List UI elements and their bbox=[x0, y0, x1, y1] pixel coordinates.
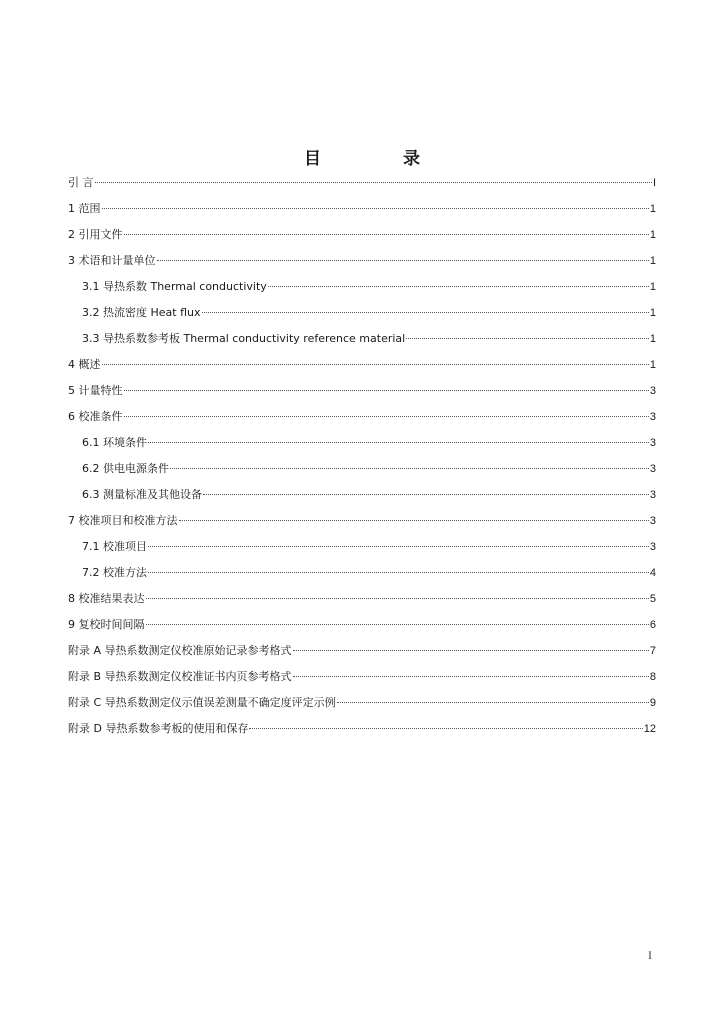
toc-dot-leader bbox=[337, 702, 649, 703]
toc-entry-page: 3 bbox=[649, 489, 656, 501]
toc-dot-leader bbox=[148, 572, 649, 573]
toc-dot-leader bbox=[148, 546, 649, 547]
toc-dot-leader bbox=[249, 728, 642, 729]
toc-dot-leader bbox=[170, 468, 649, 469]
toc-dot-leader bbox=[293, 676, 649, 677]
toc-entry-label: 5 计量特性 bbox=[68, 384, 123, 397]
toc-entry[interactable] bbox=[68, 378, 656, 404]
toc-entry-page: 5 bbox=[649, 593, 656, 605]
toc-entry[interactable] bbox=[68, 716, 656, 742]
toc-entry-label: 7.1 校准项目 bbox=[82, 540, 147, 553]
toc-entry-label: 附录 C 导热系数测定仪示值误差测量不确定度评定示例 bbox=[68, 696, 336, 709]
toc-entry-page: 1 bbox=[649, 333, 656, 345]
toc-entry-label: 9 复校时间间隔 bbox=[68, 618, 145, 631]
toc-entry[interactable] bbox=[68, 482, 656, 508]
toc-entry-page: 1 bbox=[649, 203, 656, 215]
toc-entry-label: 3.2 热流密度 Heat flux bbox=[82, 306, 201, 319]
toc-entry-label: 7.2 校准方法 bbox=[82, 566, 147, 579]
toc-entry[interactable] bbox=[68, 248, 656, 274]
toc-entry-label: 附录 B 导热系数测定仪校准证书内页参考格式 bbox=[68, 670, 292, 683]
toc-entry-label: 7 校准项目和校准方法 bbox=[68, 514, 178, 527]
toc-title: 目 录 bbox=[304, 149, 458, 169]
toc-entry-label: 6.3 测量标准及其他设备 bbox=[82, 488, 202, 501]
toc-entry-label: 4 概述 bbox=[68, 358, 101, 371]
toc-dot-leader bbox=[124, 390, 649, 391]
toc-dot-leader bbox=[95, 182, 652, 183]
toc-dot-leader bbox=[124, 416, 649, 417]
toc-entry-label: 6 校准条件 bbox=[68, 410, 123, 423]
toc-dot-leader bbox=[146, 624, 649, 625]
toc-entry[interactable] bbox=[68, 508, 656, 534]
toc-entry-label: 8 校准结果表达 bbox=[68, 592, 145, 605]
toc-entry[interactable] bbox=[68, 690, 656, 716]
table-of-contents bbox=[68, 170, 656, 742]
toc-entry-page: 4 bbox=[649, 567, 656, 579]
toc-entry-page: 3 bbox=[649, 541, 656, 553]
toc-entry-label: 附录 A 导热系数测定仪校准原始记录参考格式 bbox=[68, 644, 292, 657]
toc-entry[interactable] bbox=[68, 664, 656, 690]
toc-dot-leader bbox=[148, 442, 649, 443]
toc-entry-label: 引 言 bbox=[68, 176, 94, 189]
toc-entry[interactable] bbox=[68, 456, 656, 482]
toc-entry-page: 1 bbox=[649, 255, 656, 267]
toc-entry-label: 1 范围 bbox=[68, 202, 101, 215]
toc-entry[interactable] bbox=[68, 560, 656, 586]
toc-entry-page: 8 bbox=[649, 671, 656, 683]
toc-entry-page: 1 bbox=[649, 307, 656, 319]
toc-dot-leader bbox=[406, 338, 649, 339]
toc-entry[interactable] bbox=[68, 352, 656, 378]
toc-entry[interactable] bbox=[68, 170, 656, 196]
page-number: I bbox=[648, 948, 652, 962]
toc-dot-leader bbox=[102, 364, 649, 365]
toc-entry-page: 7 bbox=[649, 645, 656, 657]
toc-entry-page: 3 bbox=[649, 385, 656, 397]
toc-dot-leader bbox=[203, 494, 649, 495]
toc-entry[interactable] bbox=[68, 196, 656, 222]
toc-entry-label: 附录 D 导热系数参考板的使用和保存 bbox=[68, 722, 249, 735]
toc-entry[interactable] bbox=[68, 534, 656, 560]
toc-dot-leader bbox=[157, 260, 649, 261]
toc-entry-page: 1 bbox=[649, 359, 656, 371]
toc-entry-page: 1 bbox=[649, 281, 656, 293]
toc-entry[interactable] bbox=[68, 274, 656, 300]
toc-entry-page: 3 bbox=[649, 515, 656, 527]
toc-entry[interactable] bbox=[68, 404, 656, 430]
toc-entry[interactable] bbox=[68, 430, 656, 456]
toc-dot-leader bbox=[293, 650, 649, 651]
toc-entry-label: 3.3 导热系数参考板 Thermal conductivity reference material bbox=[82, 332, 406, 345]
toc-entry[interactable] bbox=[68, 586, 656, 612]
toc-entry[interactable] bbox=[68, 638, 656, 664]
toc-entry-label: 2 引用文件 bbox=[68, 228, 123, 241]
toc-dot-leader bbox=[268, 286, 649, 287]
toc-entry-page: 1 bbox=[649, 229, 656, 241]
toc-dot-leader bbox=[102, 208, 649, 209]
toc-entry[interactable] bbox=[68, 326, 656, 352]
toc-dot-leader bbox=[146, 598, 649, 599]
toc-entry-page: 9 bbox=[649, 697, 656, 709]
toc-entry-label: 3.1 导热系数 Thermal conductivity bbox=[82, 280, 267, 293]
toc-dot-leader bbox=[124, 234, 649, 235]
toc-entry-page: 12 bbox=[643, 723, 656, 735]
toc-entry-page: 3 bbox=[649, 437, 656, 449]
toc-entry-page: 3 bbox=[649, 463, 656, 475]
toc-entry-label: 6.2 供电电源条件 bbox=[82, 462, 169, 475]
toc-entry-page: 3 bbox=[649, 411, 656, 423]
toc-entry-page: I bbox=[652, 177, 656, 189]
toc-entry-page: 6 bbox=[649, 619, 656, 631]
toc-dot-leader bbox=[179, 520, 649, 521]
toc-dot-leader bbox=[202, 312, 649, 313]
toc-entry-label: 3 术语和计量单位 bbox=[68, 254, 156, 267]
toc-entry-label: 6.1 环境条件 bbox=[82, 436, 147, 449]
toc-entry[interactable] bbox=[68, 300, 656, 326]
toc-entry[interactable] bbox=[68, 222, 656, 248]
toc-entry[interactable] bbox=[68, 612, 656, 638]
